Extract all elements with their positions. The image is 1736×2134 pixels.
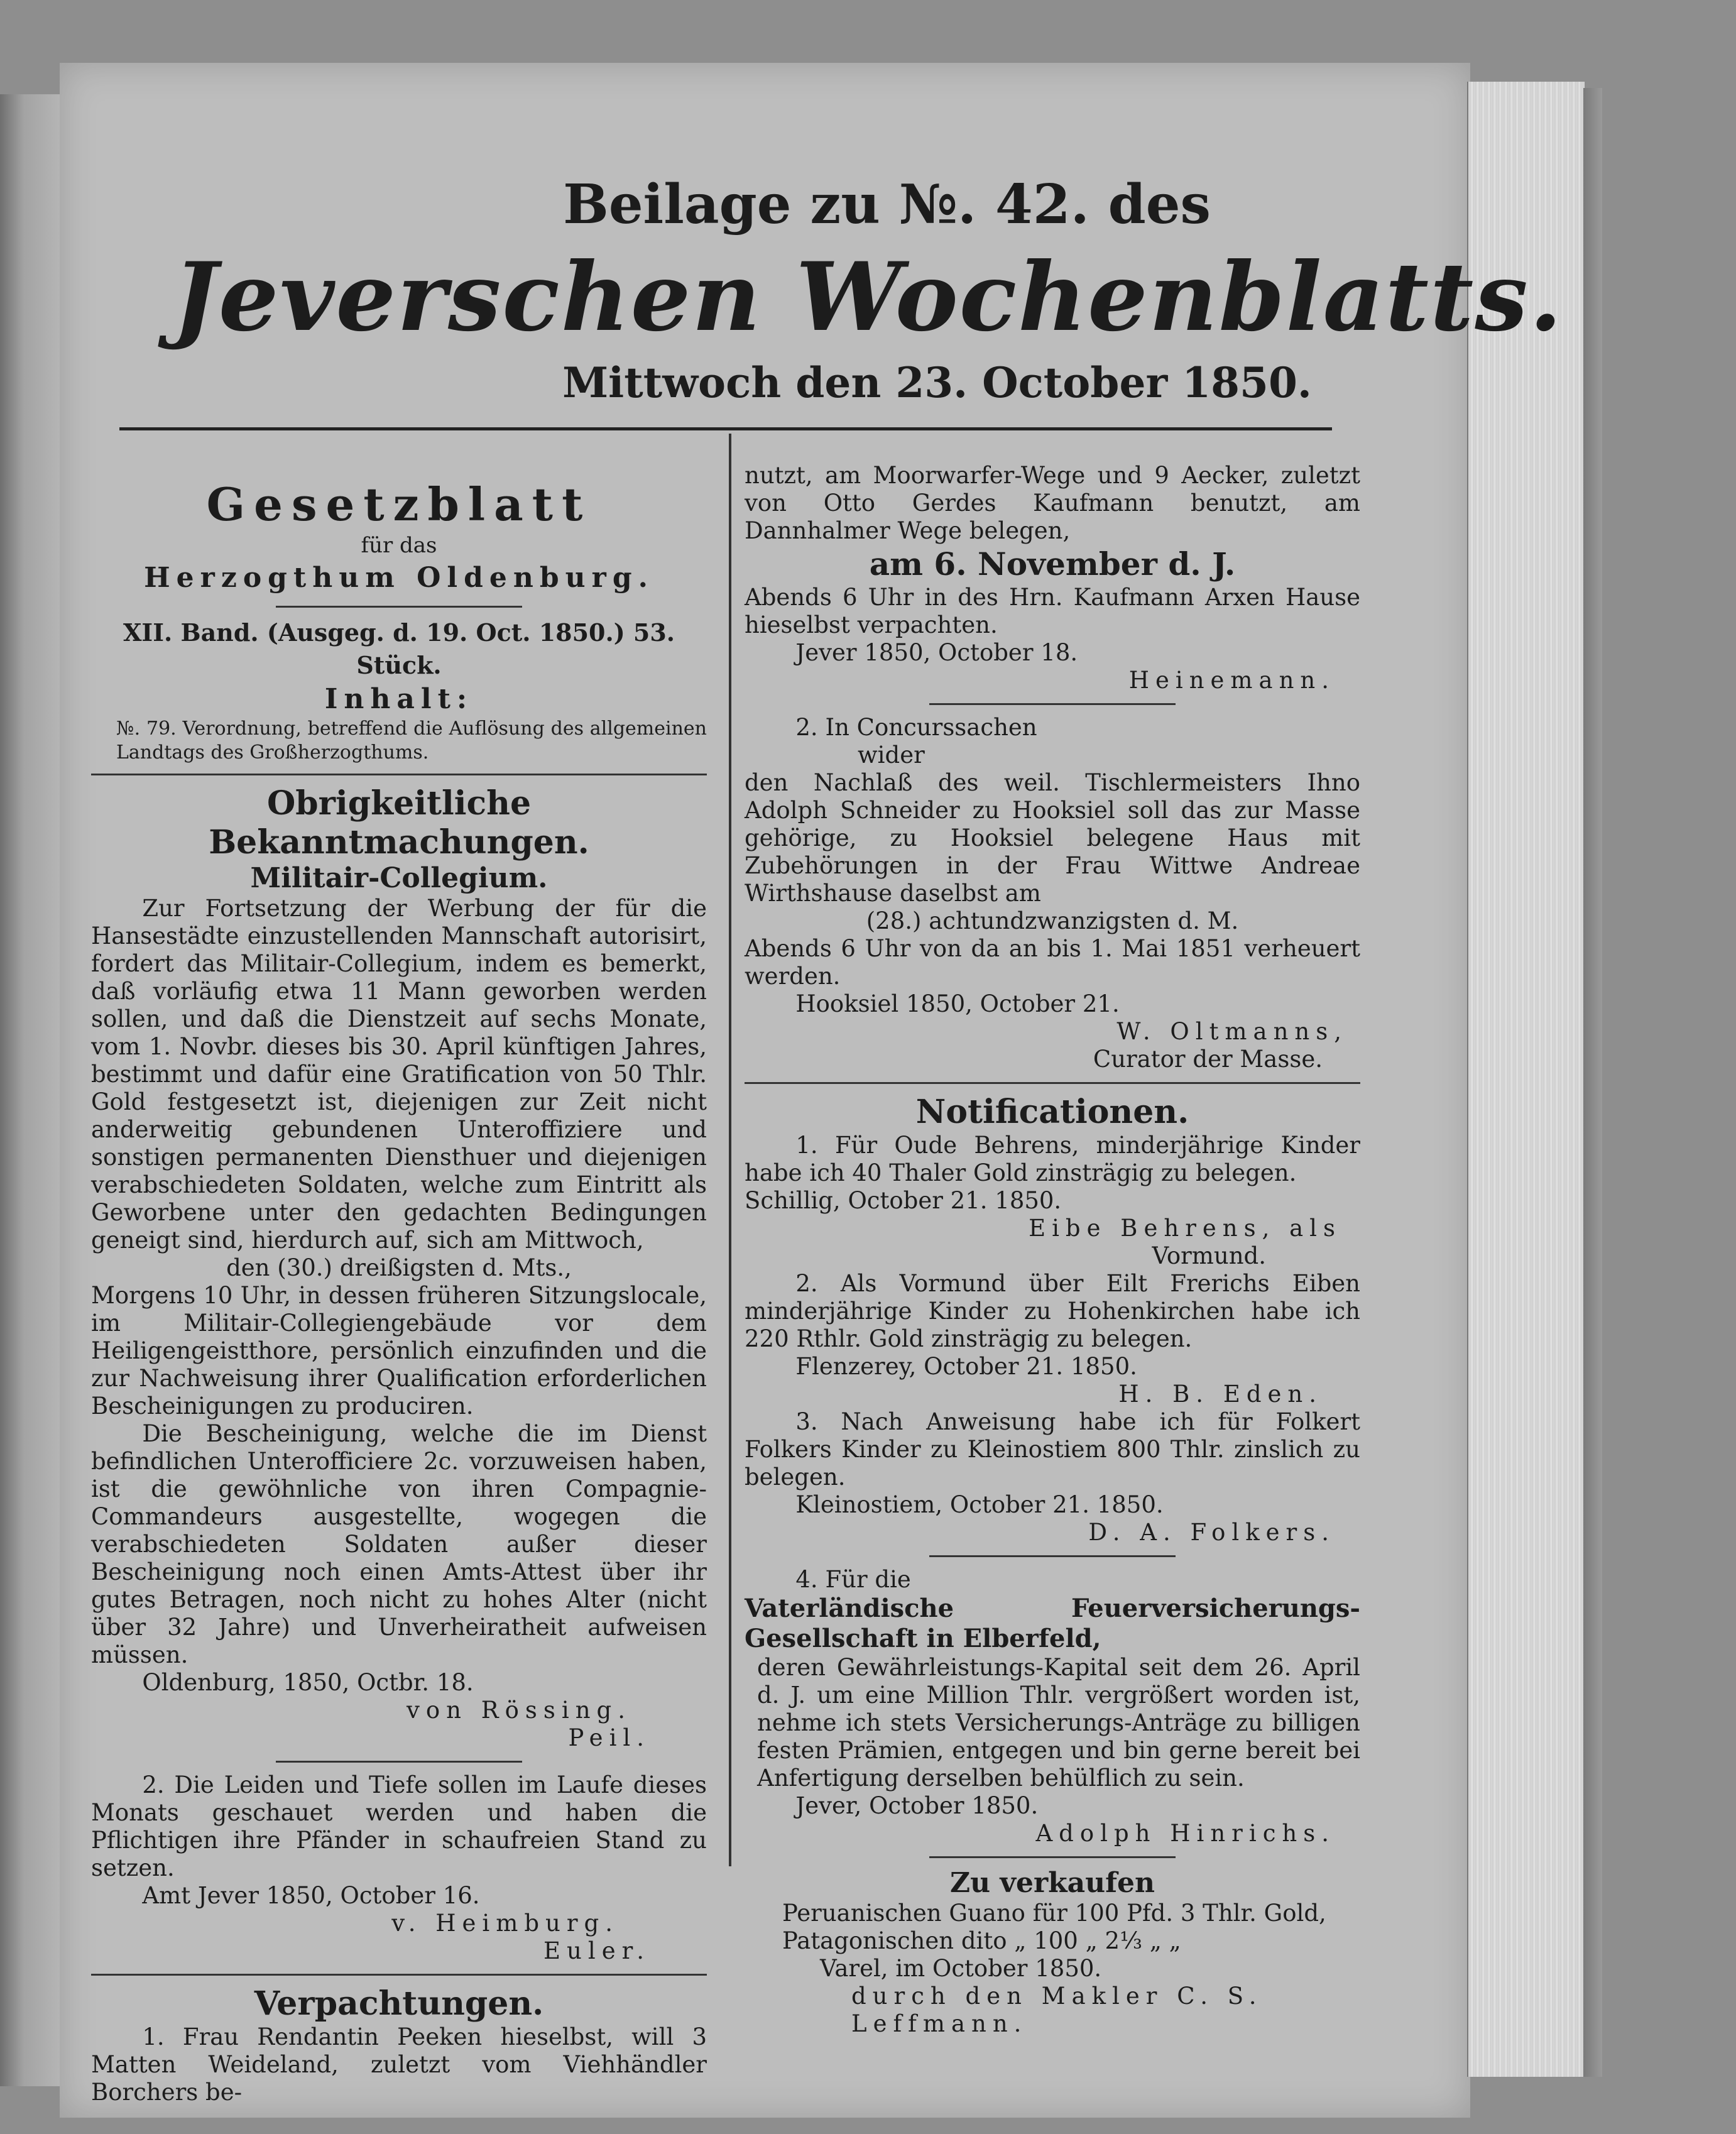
verpachtung2-b: wider xyxy=(858,741,925,769)
divider xyxy=(929,1555,1176,1557)
gesetzblatt-title: Gesetzblatt xyxy=(206,478,592,531)
item2-sign2: Euler. xyxy=(543,1937,650,1964)
item2-sign1: v. Heimburg. xyxy=(391,1910,619,1937)
verpachtung2-date: (28.) achtundzwanzigsten d. M. xyxy=(866,907,1239,934)
masthead-rule xyxy=(119,427,1332,430)
divider xyxy=(929,1856,1176,1858)
item2-place: Amt Jever 1850, October 16. xyxy=(142,1882,480,1909)
militair-place-date: Oldenburg, 1850, Octbr. 18. xyxy=(142,1669,474,1696)
item2-text: 2. Die Leiden und Tiefe sollen im Laufe dieses Monats geschauet werden und haben die Pflichtigen ihre Pfänder in schaufreien Stand zu setzen. xyxy=(91,1771,707,1881)
divider xyxy=(929,703,1176,705)
notification1-role: Vormund. xyxy=(1152,1242,1266,1269)
inhalt-entry: №. 79. Verordnung, betreffend die Auflösung des allgemeinen Landtags des Großherzogthums. xyxy=(116,718,707,763)
divider xyxy=(91,774,707,775)
militair-para1: Zur Fortsetzung der Werbung der für die Hansestädte einzustellenden Mannschaft autorisirt, fordert das Militair-Collegium, indem es bemerkt, daß vorläufig etwa 11 Mann geworben werden sollen, und daß die Dienstzeit auf sechs Monate, vom 1. Novbr. dieses bis 30. April künftigen Jahres, bestimmt und dafür eine Gratification von 50 Thlr. Gold festgesetzt ist, diejenigen zur Zeit nicht anderweitig gebundenen Unteroffiziere und sonstigen permanenten Diensthuer und diejenigen verabschiedeten Soldaten, welche zum Eintritt als Geworbene unter den gedachten Bedingungen geneigt sind, hierdurch auf, sich am Mittwoch, xyxy=(91,895,707,1254)
militair-para2: Morgens 10 Uhr, in dessen früheren Sitzungslocale, im Militair-Collegiengebäude vor dem Heiligengeistthore, persönlich einzufinden und die zur Nachweisung ihrer Qualification erforderlichen Bescheinigungen zu produciren. xyxy=(91,1282,707,1420)
militair-para3: Die Bescheinigung, welche die im Dienst befindlichen Unterofficiere 2c. vorzuweisen haben, ist die gewöhnliche von ihren Compagnie-Commandeurs ausgestellte, wogegen die verabschiedeten Soldaten außer dieser Bescheinigung noch einen Amts-Attest über ihr gutes Betragen, noch nicht zu hohes Alter (nicht über 32 Jahre) und Unverheiratheit aufweisen müssen. xyxy=(91,1420,707,1668)
notification4-b: deren Gewährleistungs-Kapital seit dem 26. April d. J. um eine Million Thlr. vergrößert worden ist, nehme ich stets Versicherungs-Anträge zu billigen festen Prämien, entgegen und bin gerne bereit bei Anfertigung derselben behülflich zu sein. xyxy=(757,1654,1360,1792)
column-divider xyxy=(729,434,731,1866)
notification4-place: Jever, October 1850. xyxy=(795,1792,1039,1819)
verkaufen-line1: Peruanischen Guano für 100 Pfd. 3 Thlr. Gold, xyxy=(782,1900,1326,1927)
verpachtung1-place: Jever 1850, October 18. xyxy=(795,639,1078,666)
notification3-place: Kleinostiem, October 21. 1850. xyxy=(795,1491,1164,1518)
militair-sign2: Peil. xyxy=(568,1724,650,1751)
verkaufen-line2: Patagonischen dito „ 100 „ 2⅓ „ „ xyxy=(782,1927,1181,1954)
masthead-date: Mittwoch den 23. October 1850. xyxy=(562,358,1312,407)
divider xyxy=(91,1974,707,1976)
militair-sign1: von Rössing. xyxy=(407,1697,631,1724)
verkaufen-line3: Varel, im October 1850. xyxy=(820,1955,1102,1982)
notification4-sign: Adolph Hinrichs. xyxy=(1035,1820,1335,1847)
notification2: 2. Als Vormund über Eilt Frerichs Eiben minderjährige Kinder zu Hohenkirchen habe ich 220 Rthlr. Gold zinsträgig zu belegen. xyxy=(745,1270,1360,1352)
verpachtung1-cont: nutzt, am Moorwarfer-Wege und 9 Aecker, zuletzt von Otto Gerdes Kaufmann benutzt, am Dannhalmer Wege belegen, xyxy=(745,462,1360,544)
verpachtung2-a: 2. In Concurssachen xyxy=(795,714,1037,741)
notification1-place: Schillig, October 21. 1850. xyxy=(745,1187,1062,1214)
inhalt-heading: Inhalt: xyxy=(324,683,474,715)
left-column xyxy=(91,478,707,2106)
right-column xyxy=(745,462,1360,2038)
divider xyxy=(276,606,522,608)
divider xyxy=(276,1761,522,1763)
verkaufen-line4: durch den Makler C. S. Leffmann. xyxy=(851,1983,1263,2037)
notification1-sign: Eibe Behrens, als xyxy=(1029,1215,1341,1242)
masthead-line1: Beilage zu №. 42. des xyxy=(563,173,1211,236)
notification2-sign: H. B. Eden. xyxy=(1118,1381,1323,1408)
masthead-title: Jeverschen Wochenblatts. xyxy=(172,242,1564,353)
subheading-militair: Militair-Collegium. xyxy=(250,862,548,894)
verpachtung1-date: am 6. November d. J. xyxy=(869,545,1236,583)
section-heading-verpachtungen: Verpachtungen. xyxy=(254,1984,544,2023)
notification4-a: 4. Für die xyxy=(795,1566,911,1593)
notification3: 3. Nach Anweisung habe ich für Folkert Folkers Kinder zu Kleinostiem 800 Thlr. zinslich zu belegen. xyxy=(745,1408,1360,1491)
verpachtung2-role: Curator der Masse. xyxy=(1093,1046,1323,1073)
notification2-place: Flenzerey, October 21. 1850. xyxy=(795,1353,1137,1380)
verpachtung2-rest: Abends 6 Uhr von da an bis 1. Mai 1851 verheuert werden. xyxy=(745,935,1360,990)
verpachtung1-sign: Heinemann. xyxy=(1128,667,1335,694)
notification4-company: Vaterländische Feuerversicherungs-Gesellschaft in Elberfeld, xyxy=(745,1594,1360,1653)
divider xyxy=(745,1082,1360,1084)
verpachtung1-rest: Abends 6 Uhr in des Hrn. Kaufmann Arxen Hause hieselbst verpachten. xyxy=(745,584,1360,638)
verpachtung1-start: 1. Frau Rendantin Peeken hieselbst, will 3 Matten Weideland, zuletzt vom Viehhändler Borchers be- xyxy=(91,2023,707,2106)
militair-date: den (30.) dreißigsten d. Mts., xyxy=(226,1254,572,1281)
section-heading-obrigkeitliche: Obrigkeitliche Bekanntmachungen. xyxy=(209,784,589,862)
notification3-sign: D. A. Folkers. xyxy=(1088,1519,1335,1546)
section-heading-notificationen: Notificationen. xyxy=(915,1093,1189,1131)
verpachtung2-c: den Nachlaß des weil. Tischlermeisters Ihno Adolph Schneider zu Hooksiel soll das zur Masse gehörige, zu Hooksiel belegene Haus mit Zubehörungen in der Frau Wittwe Andreae Wirthshause daselbst am xyxy=(745,769,1360,907)
verpachtung2-sign: W. Oltmanns, xyxy=(1116,1018,1348,1045)
band-line: XII. Band. (Ausgeg. d. 19. Oct. 1850.) 53. Stück. xyxy=(123,618,675,679)
verpachtung2-place: Hooksiel 1850, October 21. xyxy=(795,990,1120,1017)
gesetzblatt-fuer: für das xyxy=(361,533,437,558)
gesetzblatt-territory: Herzogthum Oldenburg. xyxy=(144,562,654,594)
notification1: 1. Für Oude Behrens, minderjährige Kinder habe ich 40 Thaler Gold zinsträgig zu belegen. xyxy=(745,1132,1360,1186)
section-heading-verkaufen: Zu verkaufen xyxy=(949,1867,1155,1899)
